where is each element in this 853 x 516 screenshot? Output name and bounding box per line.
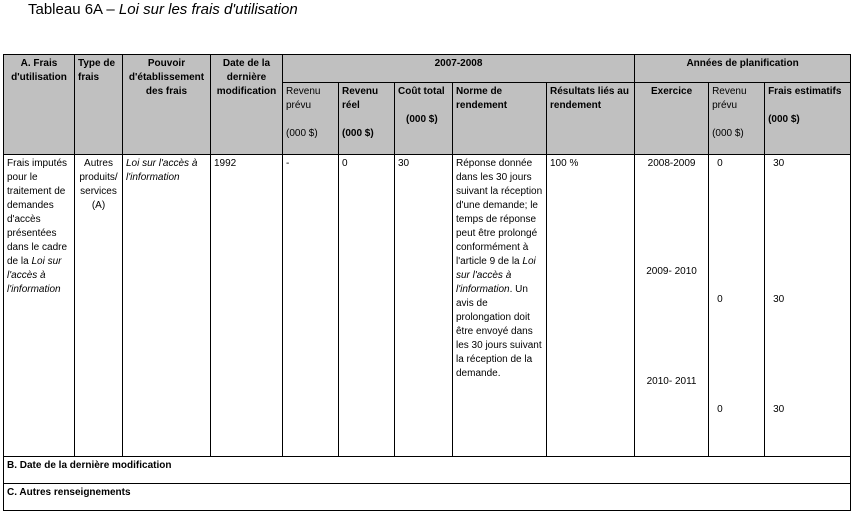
frais-1: 30 [773, 158, 785, 169]
title-prefix: Tableau 6A – [28, 1, 115, 18]
table-title [28, 1, 298, 18]
header-unit: (000 $) [712, 128, 744, 139]
header-date: Date de la dernière modification [211, 55, 283, 155]
cell-exercice [635, 155, 709, 457]
header-cout-total-label: Coût total [398, 86, 445, 97]
header-exercice [635, 83, 709, 155]
header-revenu-prevu-label: Revenu prévu [286, 86, 321, 111]
cell-revenu-plan [709, 155, 765, 457]
title-italic: Loi sur les frais d'utilisation [118, 1, 298, 18]
cell-pouvoir: Loi sur l'accès à l'information [123, 155, 211, 457]
cell-frais [4, 155, 75, 457]
cell-type: Autres produits/ services (A) [75, 155, 123, 457]
header-unit: (000 $) [406, 114, 438, 125]
header-unit: (000 $) [286, 128, 318, 139]
header-frais-est [765, 83, 851, 155]
header-revenu-plan [709, 83, 765, 155]
frais-text: Frais imputés pour le traitement de demandes d'accès présentées dans le cadre de la [7, 158, 68, 267]
header-plan: Années de planification [635, 55, 851, 83]
revenu-1: 0 [717, 158, 723, 169]
footer-date-modification: B. Date de la dernière modification [4, 457, 851, 484]
header-frais: A. Frais d'utilisation [4, 55, 75, 155]
cell-revenu-prevu: - [283, 155, 339, 457]
header-unit: (000 $) [342, 128, 374, 139]
header-exercice-label: Exercice [650, 86, 693, 97]
norme-law: Loi sur l'accès à l'information [456, 256, 536, 295]
cell-revenu-reel: 0 [339, 155, 395, 457]
header-year: 2007-2008 [283, 55, 635, 83]
frais-law: Loi sur l'accès à l'information [7, 256, 62, 295]
exercice-1: 2008-2009 [647, 158, 696, 169]
header-resultats-label: Résultats liés au rendement [550, 86, 629, 111]
header-unit: (000 $) [768, 114, 800, 125]
frais-2: 30 [773, 294, 785, 305]
header-norme [453, 83, 547, 155]
norme-text-end: . Un avis de prolongation doit être envoyé dans les 30 jours suivant la réception de la demande. [456, 284, 542, 379]
frais-3: 30 [773, 404, 785, 415]
header-revenu-reel-label: Revenu réel [342, 86, 379, 111]
header-revenu-plan-label: Revenu prévu [712, 86, 747, 111]
revenu-3: 0 [717, 404, 723, 415]
cell-resultats: 100 % [547, 155, 635, 457]
footer-autres-renseignements: C. Autres renseignements [4, 484, 851, 511]
exercice-3: 2010- 2011 [646, 376, 697, 387]
table-row [4, 155, 851, 457]
cell-norme [453, 155, 547, 457]
header-revenu-reel [339, 83, 395, 155]
norme-text: Réponse donnée dans les 30 jours suivant la réception d'une demande; le temps de réponse peut être prolongé conformément à l'article 9 de la [456, 158, 543, 267]
cell-cout-total: 30 [395, 155, 453, 457]
header-cout-total [395, 83, 453, 155]
user-fees-table [3, 54, 851, 511]
header-type: Type de frais [75, 55, 123, 155]
cell-date: 1992 [211, 155, 283, 457]
revenu-2: 0 [717, 294, 723, 305]
header-frais-est-label: Frais estimatifs [768, 86, 842, 97]
header-resultats [547, 83, 635, 155]
header-revenu-prevu [283, 83, 339, 155]
header-pouvoir: Pouvoir d'établissement des frais [123, 55, 211, 155]
exercice-2: 2009- 2010 [646, 266, 697, 277]
cell-frais-plan [765, 155, 851, 457]
header-norme-label: Norme de rendement [456, 86, 508, 111]
